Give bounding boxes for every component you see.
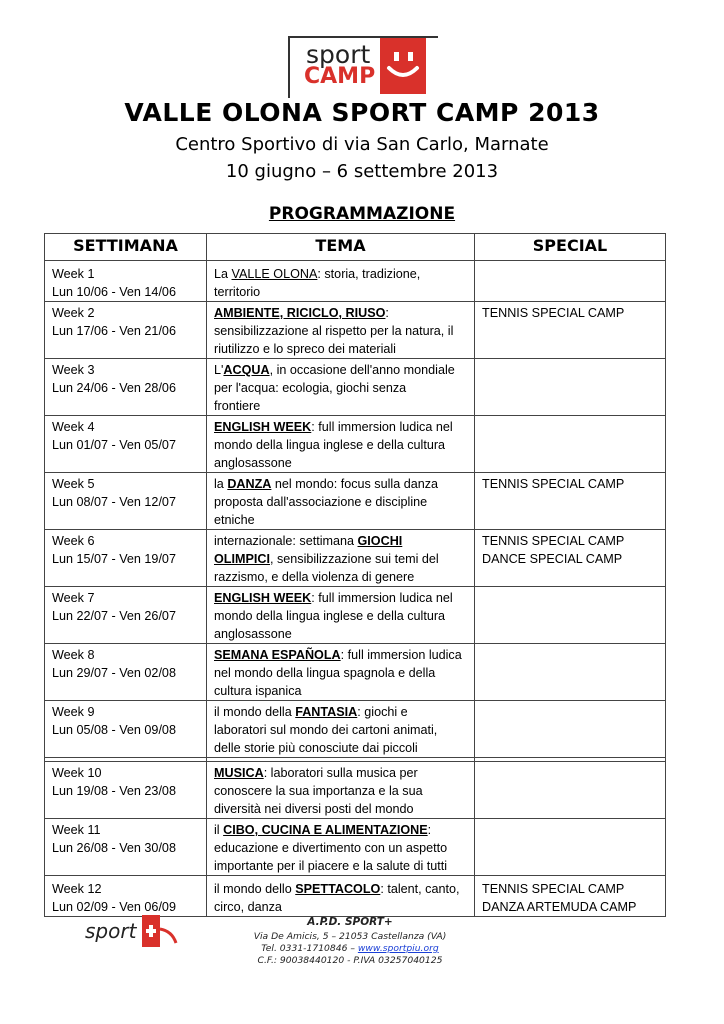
- tema-text: circo, danza: [214, 900, 282, 914]
- table-row: [45, 644, 666, 701]
- page-title: VALLE OLONA SPORT CAMP 2013: [124, 98, 600, 127]
- tema-text: : laboratori sulla musica per: [263, 766, 418, 780]
- footer-address: Via De Amicis, 5 – 21053 Castellanza (VA): [253, 931, 447, 942]
- week-dates: Lun 02/09 - Ven 06/09: [52, 900, 176, 914]
- footer-tax-codes: C.F.: 90038440120 - P.IVA 03257040125: [257, 955, 443, 966]
- tema-text: : giochi e: [357, 705, 408, 719]
- tema-cell: [207, 261, 475, 302]
- special-cell: [475, 701, 666, 758]
- week-dates: Lun 08/07 - Ven 12/07: [52, 495, 176, 509]
- footer-org-name: A.P.D. SPORT+: [307, 916, 393, 928]
- sport-camp-logo: [288, 36, 438, 98]
- week-dates: Lun 22/07 - Ven 26/07: [52, 609, 176, 623]
- week-cell: [45, 359, 207, 416]
- tema-text: il: [214, 823, 224, 837]
- tema-text: L': [214, 363, 224, 377]
- tema-text: : full immersion ludica: [340, 648, 462, 662]
- tema-text: delle storie più conosciute dai piccoli: [214, 741, 418, 755]
- tema-text: proposta dall'associazione e discipline: [214, 495, 428, 509]
- plus-cross-icon: [142, 915, 178, 947]
- week-dates: Lun 01/07 - Ven 05/07: [52, 438, 176, 452]
- week-cell: [45, 762, 207, 819]
- tema-text: diversità nei diversi posti del mondo: [214, 802, 414, 816]
- header-tema: TEMA: [207, 234, 475, 261]
- tema-keyword: ENGLISH WEEK: [214, 420, 312, 434]
- week-label: Week 4: [52, 420, 95, 434]
- tema-text: :: [427, 823, 432, 837]
- week-cell: [45, 876, 207, 917]
- tema-cell: [207, 701, 475, 758]
- week-label: Week 3: [52, 363, 95, 377]
- tema-text: la: [214, 477, 228, 491]
- section-title: PROGRAMMAZIONE: [268, 204, 456, 224]
- tema-text: nel mondo: focus sulla danza: [271, 477, 439, 491]
- tema-text: frontiere: [214, 399, 261, 413]
- tema-text: territorio: [214, 285, 261, 299]
- tema-text: :: [385, 306, 389, 320]
- table-row: [45, 261, 666, 302]
- special-item: TENNIS SPECIAL CAMP: [482, 477, 625, 491]
- tema-text: internazionale: settimana: [214, 534, 358, 548]
- week-label: Week 8: [52, 648, 95, 662]
- smiley-face-icon: [382, 44, 424, 86]
- special-cell: [475, 876, 666, 917]
- tema-text: : full immersion ludica nel: [311, 591, 453, 605]
- week-cell: [45, 302, 207, 359]
- tema-keyword: SEMANA ESPAÑOLA: [214, 648, 341, 662]
- tema-text: : full immersion ludica nel: [311, 420, 453, 434]
- week-dates: Lun 26/08 - Ven 30/08: [52, 841, 176, 855]
- week-label: Week 5: [52, 477, 95, 491]
- tema-cell: [207, 819, 475, 876]
- week-cell: [45, 473, 207, 530]
- logo-sport-text: sport: [306, 40, 371, 69]
- tema-text: educazione e divertimento con un aspetto: [214, 841, 448, 855]
- tema-cell: [207, 876, 475, 917]
- week-label: Week 11: [52, 823, 101, 837]
- table-row: [45, 302, 666, 359]
- special-item: DANZA ARTEMUDA CAMP: [482, 900, 637, 914]
- tema-keyword: SPETTACOLO: [295, 882, 381, 896]
- week-cell: [45, 819, 207, 876]
- tema-keyword: GIOCHI: [357, 534, 403, 548]
- week-label: Week 2: [52, 306, 95, 320]
- week-label: Week 12: [52, 882, 102, 896]
- tema-text: sensibilizzazione al rispetto per la natura, il: [214, 324, 454, 338]
- programme-table: [44, 233, 666, 917]
- week-cell: [45, 587, 207, 644]
- table-row: [45, 359, 666, 416]
- table-row: [45, 587, 666, 644]
- tema-keyword: DANZA: [227, 477, 272, 491]
- tema-cell: [207, 587, 475, 644]
- tema-text: conoscere la sua importanza e la sua: [214, 784, 423, 798]
- tema-text: cultura ispanica: [214, 684, 302, 698]
- tema-keyword: VALLE OLONA: [231, 267, 318, 281]
- tema-cell: [207, 359, 475, 416]
- tema-keyword: AMBIENTE, RICICLO, RIUSO: [214, 306, 386, 320]
- special-item: DANCE SPECIAL CAMP: [482, 552, 623, 566]
- tema-cell: [207, 762, 475, 819]
- week-label: Week 9: [52, 705, 95, 719]
- special-cell: [475, 416, 666, 473]
- tema-text: riutilizzo e lo spreco dei materiali: [214, 342, 396, 356]
- special-cell: [475, 530, 666, 587]
- tema-text: laboratori sul mondo dei cartoni animati,: [214, 723, 438, 737]
- special-cell: [475, 302, 666, 359]
- week-cell: [45, 530, 207, 587]
- tema-text: importante per il piacere e la salute di tutti: [214, 859, 448, 873]
- table-row: [45, 416, 666, 473]
- table-row: [45, 876, 666, 917]
- tema-text: per l'acqua: ecologia, giochi senza: [214, 381, 407, 395]
- table-row: [45, 473, 666, 530]
- tema-text: anglosassone: [214, 456, 292, 470]
- week-cell: [45, 644, 207, 701]
- tema-keyword: OLIMPICI: [214, 552, 270, 566]
- tema-keyword: CIBO, CUCINA E ALIMENTAZIONE: [223, 823, 428, 837]
- footer-contacts: [200, 943, 500, 955]
- tema-text: razzismo, e della violenza di genere: [214, 570, 415, 584]
- week-cell: [45, 701, 207, 758]
- footer-phone: Tel. 0331-1710846 –: [261, 943, 358, 954]
- venue-subtitle: Centro Sportivo di via San Carlo, Marnate: [175, 134, 549, 155]
- tema-text: etniche: [214, 513, 255, 527]
- week-dates: Lun 19/08 - Ven 23/08: [52, 784, 176, 798]
- tema-keyword: ENGLISH WEEK: [214, 591, 312, 605]
- tema-text: : storia, tradizione,: [317, 267, 421, 281]
- tema-keyword: MUSICA: [214, 766, 264, 780]
- special-cell: [475, 473, 666, 530]
- tema-text: , sensibilizzazione sui temi del: [269, 552, 439, 566]
- table-row: [45, 701, 666, 758]
- tema-cell: [207, 302, 475, 359]
- footer-website-link[interactable]: www.sportpiu.org: [357, 943, 439, 954]
- tema-text: mondo della lingua inglese e della cultura: [214, 609, 446, 623]
- tema-text: anglosassone: [214, 627, 292, 641]
- tema-keyword: ACQUA: [223, 363, 270, 377]
- week-dates: Lun 15/07 - Ven 19/07: [52, 552, 176, 566]
- week-cell: [45, 261, 207, 302]
- table-row: [45, 530, 666, 587]
- tema-cell: [207, 644, 475, 701]
- week-dates: Lun 24/06 - Ven 28/06: [52, 381, 176, 395]
- tema-text: La: [214, 267, 232, 281]
- week-dates: Lun 10/06 - Ven 14/06: [52, 285, 176, 299]
- tema-keyword: FANTASIA: [295, 705, 358, 719]
- dates-subtitle: 10 giugno – 6 settembre 2013: [225, 161, 499, 182]
- tema-text: mondo della lingua inglese e della cultura: [214, 438, 446, 452]
- special-cell: [475, 261, 666, 302]
- table-header-row: [45, 234, 666, 261]
- tema-cell: [207, 416, 475, 473]
- tema-cell: [207, 473, 475, 530]
- tema-text: nel mondo della lingua spagnola e della: [214, 666, 436, 680]
- special-item: TENNIS SPECIAL CAMP: [482, 306, 625, 320]
- special-cell: [475, 587, 666, 644]
- table-row: [45, 819, 666, 876]
- sport-plus-logo: [80, 913, 206, 951]
- special-item: TENNIS SPECIAL CAMP: [482, 534, 625, 548]
- week-label: Week 10: [52, 766, 102, 780]
- special-cell: [475, 762, 666, 819]
- tema-text: : talent, canto,: [380, 882, 460, 896]
- sport-plus-logo-text: sport: [85, 919, 137, 943]
- tema-text: , in occasione dell'anno mondiale: [269, 363, 455, 377]
- week-label: Week 7: [52, 591, 95, 605]
- logo-camp-text: CAMP: [304, 64, 376, 89]
- special-cell: [475, 644, 666, 701]
- special-cell: [475, 359, 666, 416]
- tema-cell: [207, 530, 475, 587]
- week-label: Week 1: [52, 267, 95, 281]
- special-item: TENNIS SPECIAL CAMP: [482, 882, 625, 896]
- week-label: Week 6: [52, 534, 95, 548]
- header-special: SPECIAL: [475, 234, 666, 261]
- special-cell: [475, 819, 666, 876]
- week-dates: Lun 05/08 - Ven 09/08: [52, 723, 176, 737]
- tema-text: il mondo della: [214, 705, 296, 719]
- tema-text: il mondo dello: [214, 882, 296, 896]
- header-settimana: SETTIMANA: [45, 234, 207, 261]
- week-dates: Lun 17/06 - Ven 21/06: [52, 324, 176, 338]
- week-dates: Lun 29/07 - Ven 02/08: [52, 666, 176, 680]
- table-row: [45, 762, 666, 819]
- week-cell: [45, 416, 207, 473]
